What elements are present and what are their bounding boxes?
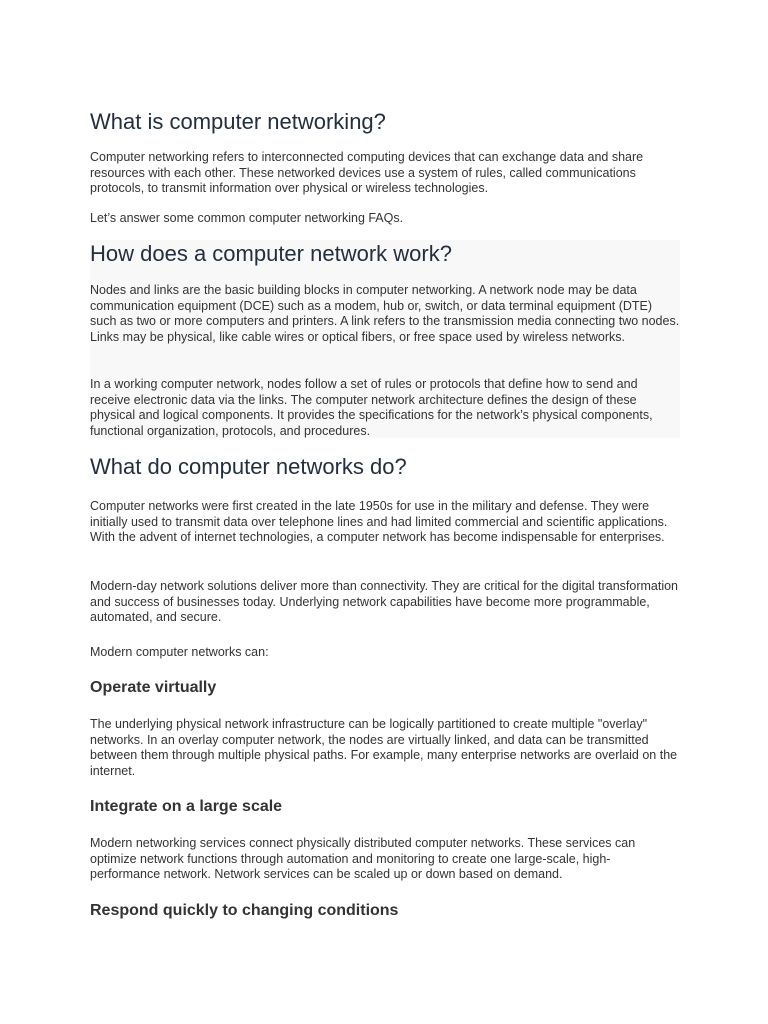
paragraph-network-services: Modern networking services connect physically distributed computer networks. These services can optimize network functions through automation and monitoring to create one large-scale, high-performance network. Network services can be scaled up or down based on demand. [90, 836, 636, 882]
heading-how-network-works: How does a computer network work? [90, 241, 452, 266]
subheading-respond-quickly: Respond quickly to changing conditions [90, 902, 399, 919]
paragraph-definition: Computer networking refers to interconnected computing devices that can exchange data and share resources with each other. These networked devices use a system of rules, called communications protocols, to transmit information over physical or wireless technologies. [90, 150, 644, 196]
paragraph-faqs-intro: Let’s answer some common computer networking FAQs. [90, 211, 404, 225]
heading-what-networks-do: What do computer networks do? [90, 454, 407, 479]
paragraph-protocols: In a working computer network, nodes follow a set of rules or protocols that define how to send and receive electronic data via the links. The computer network architecture defines the design of these physical and logical components. It provides the specifications for the network’s physical components, functional organization, protocols, and procedures. [90, 377, 653, 438]
subheading-integrate-large-scale: Integrate on a large scale [90, 798, 283, 815]
paragraph-modern-solutions: Modern-day network solutions deliver more than connectivity. They are critical for the digital transformation and success of businesses today. Underlying network capabilities have become more programmable, automated, and secure. [90, 579, 679, 625]
paragraph-overlay: The underlying physical network infrastructure can be logically partitioned to create multiple "overlay" networks. In an overlay computer network, the nodes are virtually linked, and data can be transmitted between them through multiple physical paths. For example, many enterprise networks are overlaid on the internet. [90, 717, 678, 778]
paragraph-history: Computer networks were first created in the late 1950s for use in the military and defense. They were initially used to transmit data over telephone lines and had limited commercial and scientific applications. With the advent of internet technologies, a computer network has become indispensable for enterprises. [90, 499, 668, 545]
paragraph-modern-can: Modern computer networks can: [90, 645, 269, 659]
heading-what-is-networking: What is computer networking? [90, 109, 386, 134]
paragraph-nodes-links: Nodes and links are the basic building blocks in computer networking. A network node may be data communication equipment (DCE) such as a modem, hub or, switch, or data terminal equipment (DTE) such as two or more computers and printers. A link refers to the transmission media connecting two nodes. Links may be physical, like cable wires or optical fibers, or free space used by wireless networks. [90, 283, 680, 344]
subheading-operate-virtually: Operate virtually [90, 679, 217, 696]
